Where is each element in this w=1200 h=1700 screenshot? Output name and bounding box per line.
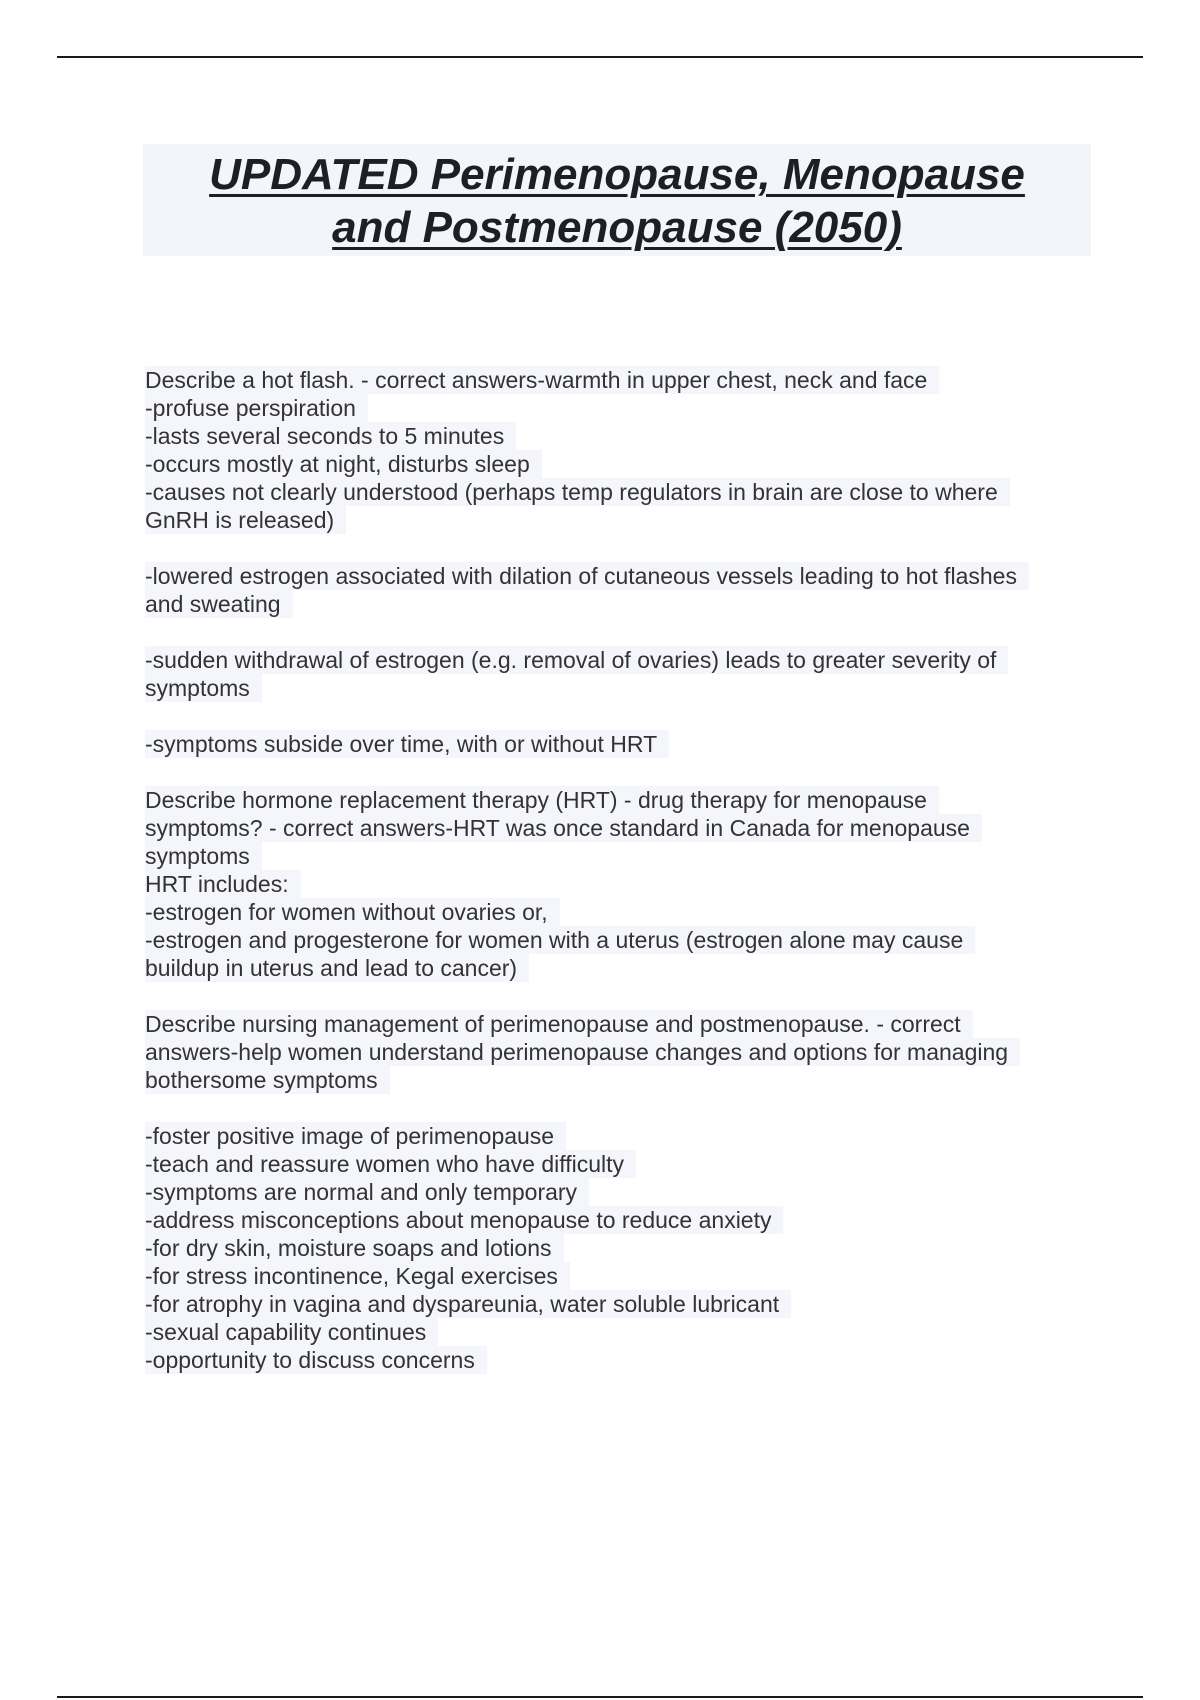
qa-block-estrogen-dilation	[145, 562, 1085, 618]
flashcard-content	[145, 366, 1085, 1402]
text-line: -for atrophy in vagina and dyspareunia, water soluble lubricant	[145, 1290, 1085, 1318]
qa-block-hrt	[145, 786, 1085, 982]
text-line: -opportunity to discuss concerns	[145, 1346, 1085, 1374]
qa-block-estrogen-withdrawal	[145, 646, 1085, 702]
text-line: -causes not clearly understood (perhaps temp regulators in brain are close to where	[145, 478, 1085, 506]
text-line: -occurs mostly at night, disturbs sleep	[145, 450, 1085, 478]
text-line: symptoms	[145, 842, 1085, 870]
qa-block-nursing-list	[145, 1122, 1085, 1374]
text-line: buildup in uterus and lead to cancer)	[145, 954, 1085, 982]
text-line: -sudden withdrawal of estrogen (e.g. removal of ovaries) leads to greater severity of	[145, 646, 1085, 674]
top-rule	[57, 56, 1143, 58]
text-line: -sexual capability continues	[145, 1318, 1085, 1346]
title-line-1: UPDATED Perimenopause, Menopause	[209, 150, 1025, 199]
text-line: HRT includes:	[145, 870, 1085, 898]
text-line: Describe nursing management of perimenopause and postmenopause. - correct	[145, 1010, 1085, 1038]
text-line: -for stress incontinence, Kegal exercises	[145, 1262, 1085, 1290]
text-line: -teach and reassure women who have difficulty	[145, 1150, 1085, 1178]
text-line: answers-help women understand perimenopause changes and options for managing	[145, 1038, 1085, 1066]
text-line: -for dry skin, moisture soaps and lotions	[145, 1234, 1085, 1262]
text-line: -symptoms subside over time, with or without HRT	[145, 730, 1085, 758]
bottom-rule	[57, 1696, 1143, 1698]
qa-block-nursing-management	[145, 1010, 1085, 1094]
qa-block-symptoms-subside	[145, 730, 1085, 758]
text-line: GnRH is released)	[145, 506, 1085, 534]
text-line: and sweating	[145, 590, 1085, 618]
qa-block-hot-flash	[145, 366, 1085, 534]
text-line: -address misconceptions about menopause to reduce anxiety	[145, 1206, 1085, 1234]
text-line: -foster positive image of perimenopause	[145, 1122, 1085, 1150]
text-line: symptoms	[145, 674, 1085, 702]
text-line: -lowered estrogen associated with dilation of cutaneous vessels leading to hot flashes	[145, 562, 1085, 590]
text-line: Describe hormone replacement therapy (HRT) - drug therapy for menopause	[145, 786, 1085, 814]
text-line: -lasts several seconds to 5 minutes	[145, 422, 1085, 450]
text-line: bothersome symptoms	[145, 1066, 1085, 1094]
document-title	[143, 144, 1091, 254]
title-line-2: and Postmenopause (2050)	[332, 203, 902, 252]
text-line: Describe a hot flash. - correct answers-warmth in upper chest, neck and face	[145, 366, 1085, 394]
text-line: symptoms? - correct answers-HRT was once standard in Canada for menopause	[145, 814, 1085, 842]
text-line: -estrogen for women without ovaries or,	[145, 898, 1085, 926]
text-line: -profuse perspiration	[145, 394, 1085, 422]
text-line: -symptoms are normal and only temporary	[145, 1178, 1085, 1206]
text-line: -estrogen and progesterone for women with a uterus (estrogen alone may cause	[145, 926, 1085, 954]
title-banner	[143, 144, 1091, 256]
